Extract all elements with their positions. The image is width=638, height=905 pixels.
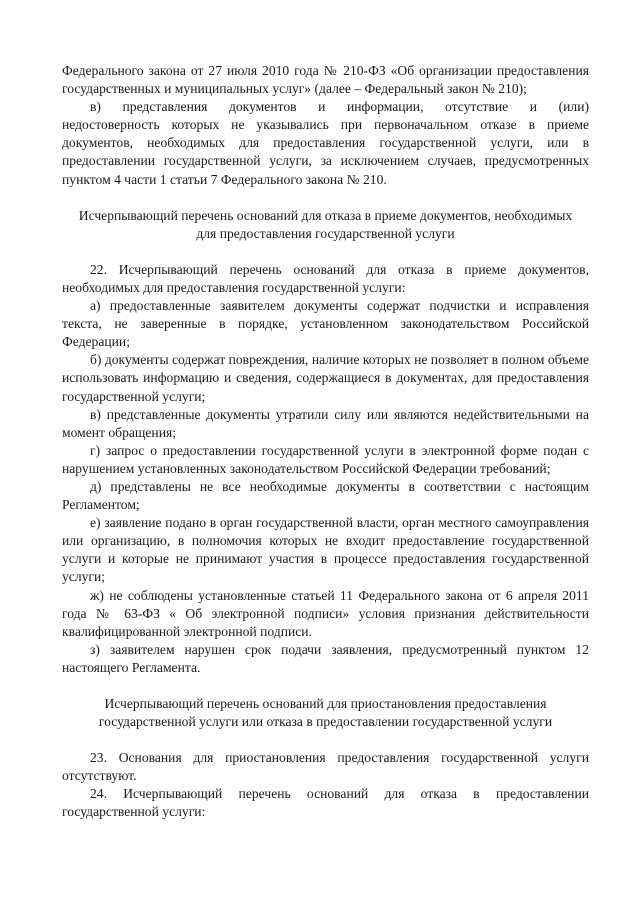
section-heading-refusal-docs: Исчерпывающий перечень оснований для отказа в приеме документов, необходимых для предоставления государственной услуги — [78, 207, 573, 241]
list-item-zh: ж) не соблюдены установленные статьей 11 Федерального закона от 6 апреля 2011 года № 63-ФЗ « Об электронной подписи» условия признания действительности квалифицированной электронной подписи. — [62, 587, 589, 639]
list-item-b: б) документы содержат повреждения, наличие которых не позволяет в полном объеме использовать информацию и сведения, содержащиеся в документах, для предоставления государственной услуги; — [62, 352, 589, 404]
list-item-z: з) заявителем нарушен срок подачи заявления, предусмотренный пунктом 12 настоящего Регламента. — [62, 641, 589, 675]
list-item-g: г) запрос о предоставлении государственной услуги в электронной форме подан с нарушением установленных законодательством Российской Федерации требований; — [62, 442, 589, 476]
list-item-e: е) заявление подано в орган государственной власти, орган местного самоуправления или организацию, в полномочия которых не входит предоставление государственной услуги и которые не принимают участия в процессе предоставления государственной услуги; — [62, 515, 589, 585]
list-item-a: а) предоставленные заявителем документы содержат подчистки и исправления текста, не заверенные в порядке, установленном законодательством Российской Федерации; — [62, 298, 589, 350]
paragraph-23: 23. Основания для приостановления предоставления государственной услуги отсутствуют. — [62, 750, 589, 784]
list-item-v: в) представленные документы утратили силу или являются недействительными на момент обращения; — [62, 406, 589, 440]
item-v-continuation: недостоверность которых не указывались при первоначальном отказе в приеме документов, необходимых для предоставления государственной услуги, или в предоставлении государственной услуги, за исключением случаев, предусмотренных пунктом 4 части 1 статьи 7 Федерального закона № 210. — [62, 117, 589, 187]
intro-paragraph: Федерального закона от 27 июля 2010 года № 210-ФЗ «Об организации предоставления государственных и муниципальных услуг» (далее – Федеральный закон № 210); — [62, 63, 589, 97]
list-item-d: д) представлены не все необходимые документы в соответствии с настоящим Регламентом; — [62, 478, 589, 513]
item-v-first-line: в) представления документов и информации, отсутствие и (или) — [90, 99, 589, 115]
paragraph-22: 22. Исчерпывающий перечень оснований для отказа в приеме документов, необходимых для предоставления государственной услуги: — [62, 261, 589, 295]
section-heading-suspension: Исчерпывающий перечень оснований для приостановления предоставления государственной услуги или отказа в предоставлении государственной услуги — [98, 696, 553, 730]
paragraph-24: 24. Исчерпывающий перечень оснований для отказа в предоставлении государственной услуги: — [62, 786, 589, 820]
document-body — [62, 62, 589, 822]
